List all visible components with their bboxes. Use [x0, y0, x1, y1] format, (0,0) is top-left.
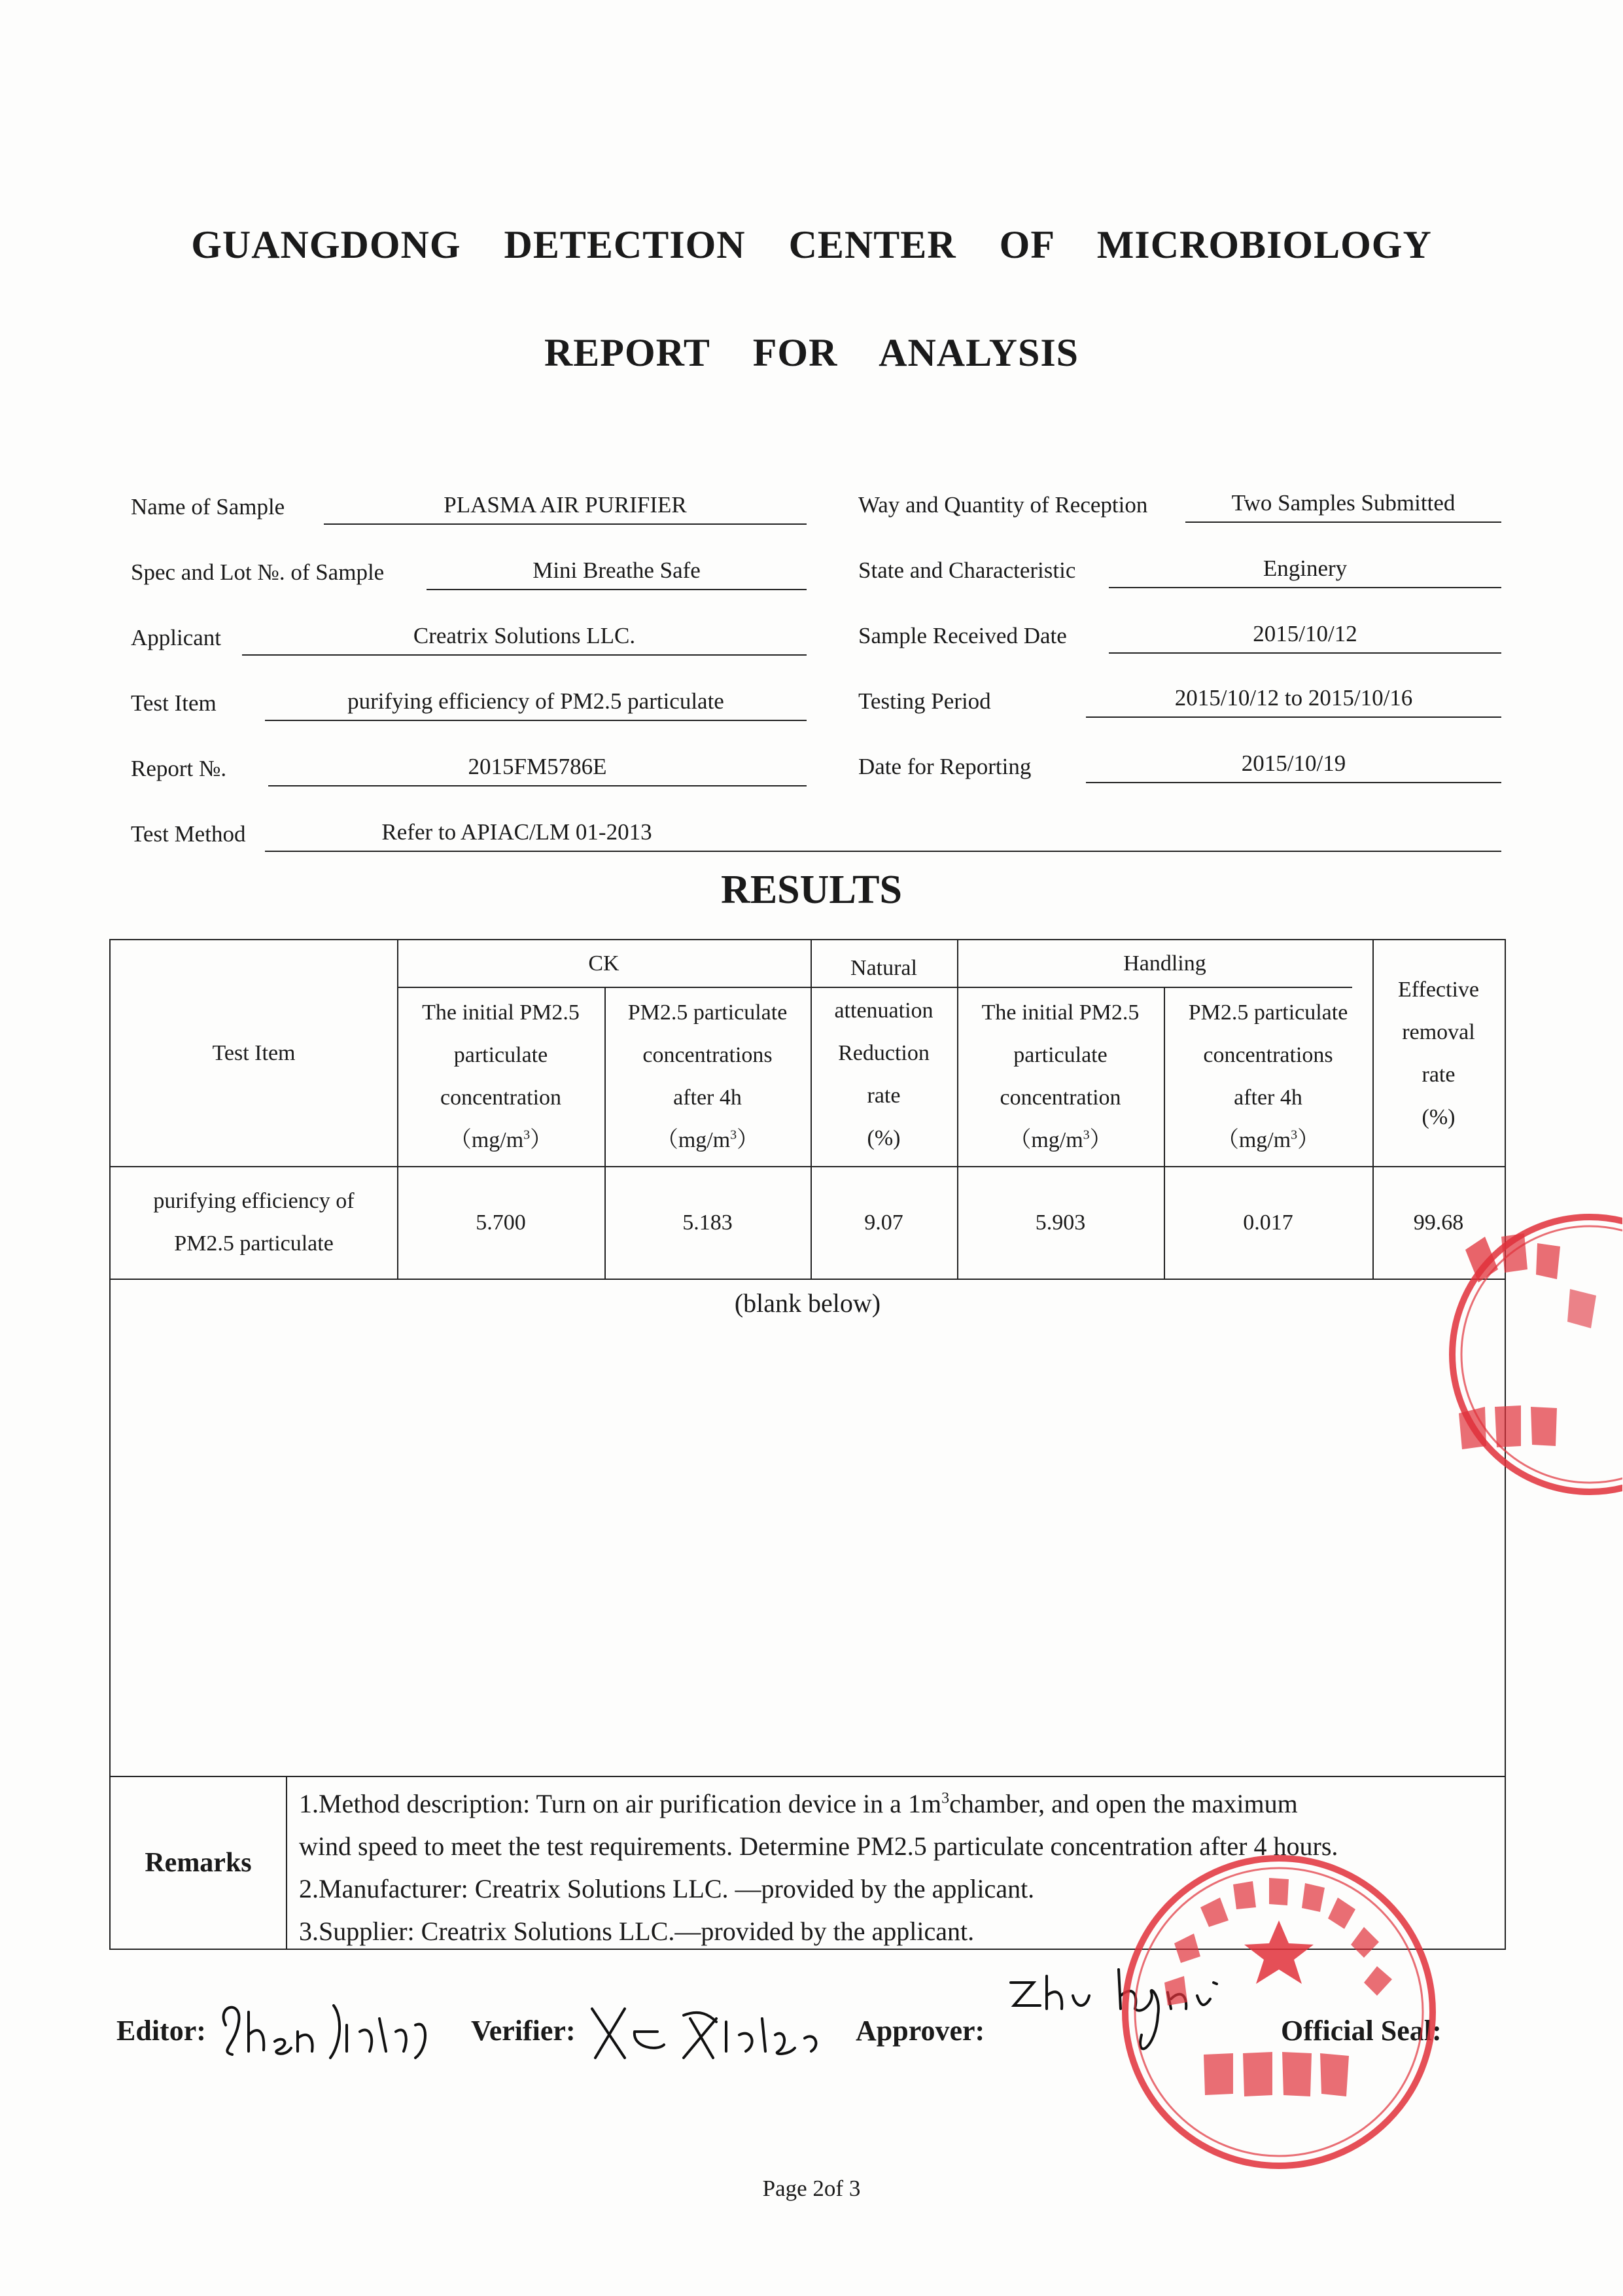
- header-ck-initial: [397, 987, 604, 1166]
- header-natural-line: Natural: [850, 956, 917, 980]
- header-handling-after-line: concentrations: [1203, 1043, 1333, 1067]
- header-handling-after-unit: [1217, 1119, 1319, 1161]
- unit-close: ）: [737, 1128, 759, 1152]
- org-title: GUANGDONG DETECTION CENTER OF MICROBIOLOGY: [191, 223, 1432, 266]
- unit-close: ）: [1089, 1128, 1112, 1152]
- remarks-line-1-sup: 3: [941, 1790, 950, 1807]
- remarks-line-2: wind speed to meet the test requirements. Determine PM2.5 particulate concentration after 4 hours.: [299, 1831, 1338, 1861]
- remarks-line-1a: 1.Method description: Turn on air purification device in a 1m: [299, 1789, 942, 1818]
- unit-open: （mg/m: [655, 1128, 731, 1152]
- remarks-line-1: [299, 1782, 1496, 1825]
- unit-open: （mg/m: [1216, 1128, 1291, 1152]
- header-ck-after-line: concentrations: [642, 1043, 773, 1067]
- name-of-sample-value: PLASMA AIR PURIFIER: [324, 492, 807, 525]
- header-handling-initial-line: The initial PM2.5: [981, 1000, 1140, 1025]
- header-handling-initial-line: particulate: [1013, 1043, 1108, 1067]
- header-natural-line: attenuation: [834, 998, 934, 1023]
- spec-value: Mini Breathe Safe: [427, 557, 807, 590]
- row-test-item-line: purifying efficiency of: [153, 1189, 355, 1213]
- remarks-line-4: 3.Supplier: Creatrix Solutions LLC.—provided by the applicant.: [299, 1916, 975, 1946]
- header-natural: [811, 940, 957, 1166]
- seal-stamp-right: [1439, 1197, 1622, 1525]
- reporting-label: Date for Reporting: [858, 754, 1032, 779]
- header-natural-line: (%): [867, 1126, 901, 1150]
- period-value: 2015/10/12 to 2015/10/16: [1086, 685, 1501, 718]
- header-ck-after-line: PM2.5 particulate: [627, 1000, 788, 1025]
- state-label: State and Characteristic: [858, 557, 1076, 583]
- header-natural-line: Reduction: [838, 1041, 930, 1065]
- period-label: Testing Period: [858, 688, 991, 714]
- header-ck-after: [604, 987, 811, 1166]
- row-test-item-line: PM2.5 particulate: [174, 1231, 334, 1256]
- remarks-col-line: [286, 1776, 287, 1949]
- editor-label: Editor:: [116, 2015, 206, 2047]
- row-natural: 9.07: [864, 1210, 903, 1235]
- unit-sup: 3: [1291, 1127, 1298, 1142]
- reception-label: Way and Quantity of Reception: [858, 492, 1148, 518]
- reception-value: Two Samples Submitted: [1185, 490, 1501, 523]
- header-handling-initial-unit: [1009, 1119, 1111, 1161]
- test-item-label: Test Item: [131, 690, 217, 716]
- unit-close: ）: [530, 1128, 553, 1152]
- results-title: RESULTS: [721, 868, 902, 912]
- header-ck-initial-unit: [449, 1119, 552, 1161]
- report-title: REPORT FOR ANALYSIS: [544, 331, 1079, 374]
- header-effective-line: (%): [1422, 1104, 1456, 1129]
- header-handling-after-line: after 4h: [1234, 1086, 1302, 1110]
- header-effective-line: Effective: [1398, 977, 1479, 1002]
- unit-sup: 3: [730, 1127, 737, 1142]
- results-table: [109, 939, 1506, 1950]
- row-effective: 99.68: [1413, 1210, 1464, 1235]
- report-no-label: Report №.: [131, 756, 227, 781]
- header-ck-initial-line: particulate: [453, 1043, 548, 1067]
- remarks-label: Remarks: [145, 1847, 252, 1878]
- unit-sup: 3: [1083, 1127, 1090, 1142]
- remarks-line-3: 2.Manufacturer: Creatrix Solutions LLC. —provided by the applicant.: [299, 1874, 1035, 1903]
- row-ck-after: 5.183: [682, 1210, 733, 1235]
- page-number: Page 2of 3: [762, 2176, 861, 2201]
- test-method-label: Test Method: [131, 821, 246, 847]
- header-ck-initial-line: concentration: [440, 1086, 562, 1110]
- header-ck-after-unit: [656, 1119, 759, 1161]
- row-ck-initial: 5.700: [476, 1210, 526, 1235]
- verifier-signature: [585, 1983, 834, 2068]
- approver-label: Approver:: [856, 2015, 985, 2047]
- received-value: 2015/10/12: [1109, 621, 1501, 654]
- official-seal-label: Official Seal:: [1281, 2015, 1442, 2047]
- unit-close: ）: [1297, 1128, 1320, 1152]
- test-item-value: purifying efficiency of PM2.5 particulate: [265, 688, 807, 721]
- reporting-value: 2015/10/19: [1086, 751, 1501, 783]
- row-handling-initial: 5.903: [1035, 1210, 1086, 1235]
- header-effective: [1372, 940, 1505, 1166]
- verifier-label: Verifier:: [471, 2015, 576, 2047]
- received-label: Sample Received Date: [858, 623, 1067, 648]
- header-handling-after: [1164, 987, 1372, 1166]
- test-method-text: Refer to APIAC/LM 01-2013: [381, 819, 652, 845]
- name-of-sample-label: Name of Sample: [131, 494, 285, 520]
- applicant-value: Creatrix Solutions LLC.: [242, 623, 807, 656]
- applicant-label: Applicant: [131, 625, 222, 650]
- row-test-item: [111, 1166, 397, 1279]
- header-handling-after-line: PM2.5 particulate: [1188, 1000, 1348, 1025]
- test-method-value: [265, 819, 1501, 852]
- unit-open: （mg/m: [1009, 1128, 1083, 1152]
- remarks-top-line: [111, 1776, 1505, 1777]
- unit-sup: 3: [523, 1127, 531, 1142]
- spec-label: Spec and Lot №. of Sample: [131, 559, 385, 585]
- header-ck-initial-line: The initial PM2.5: [422, 1000, 580, 1025]
- blank-below-note: (blank below): [734, 1288, 881, 1318]
- header-handling-initial-line: concentration: [1000, 1086, 1121, 1110]
- header-effective-line: rate: [1422, 1062, 1456, 1087]
- unit-open: （mg/m: [449, 1128, 524, 1152]
- editor-signature: [213, 1986, 448, 2064]
- header-handling: Handling: [1123, 951, 1206, 976]
- header-test-item: Test Item: [212, 1041, 296, 1065]
- header-effective-line: removal: [1402, 1019, 1475, 1044]
- header-ck-after-line: after 4h: [673, 1086, 742, 1110]
- official-seal-stamp: [1112, 1845, 1452, 2185]
- report-no-value: 2015FM5786E: [268, 754, 807, 786]
- state-value: Enginery: [1109, 556, 1501, 588]
- header-natural-line: rate: [867, 1084, 901, 1108]
- remarks-line-1b: chamber, and open the maximum: [949, 1789, 1298, 1818]
- row-handling-after: 0.017: [1243, 1210, 1293, 1235]
- header-handling-initial: [957, 987, 1164, 1166]
- header-ck: CK: [588, 951, 620, 976]
